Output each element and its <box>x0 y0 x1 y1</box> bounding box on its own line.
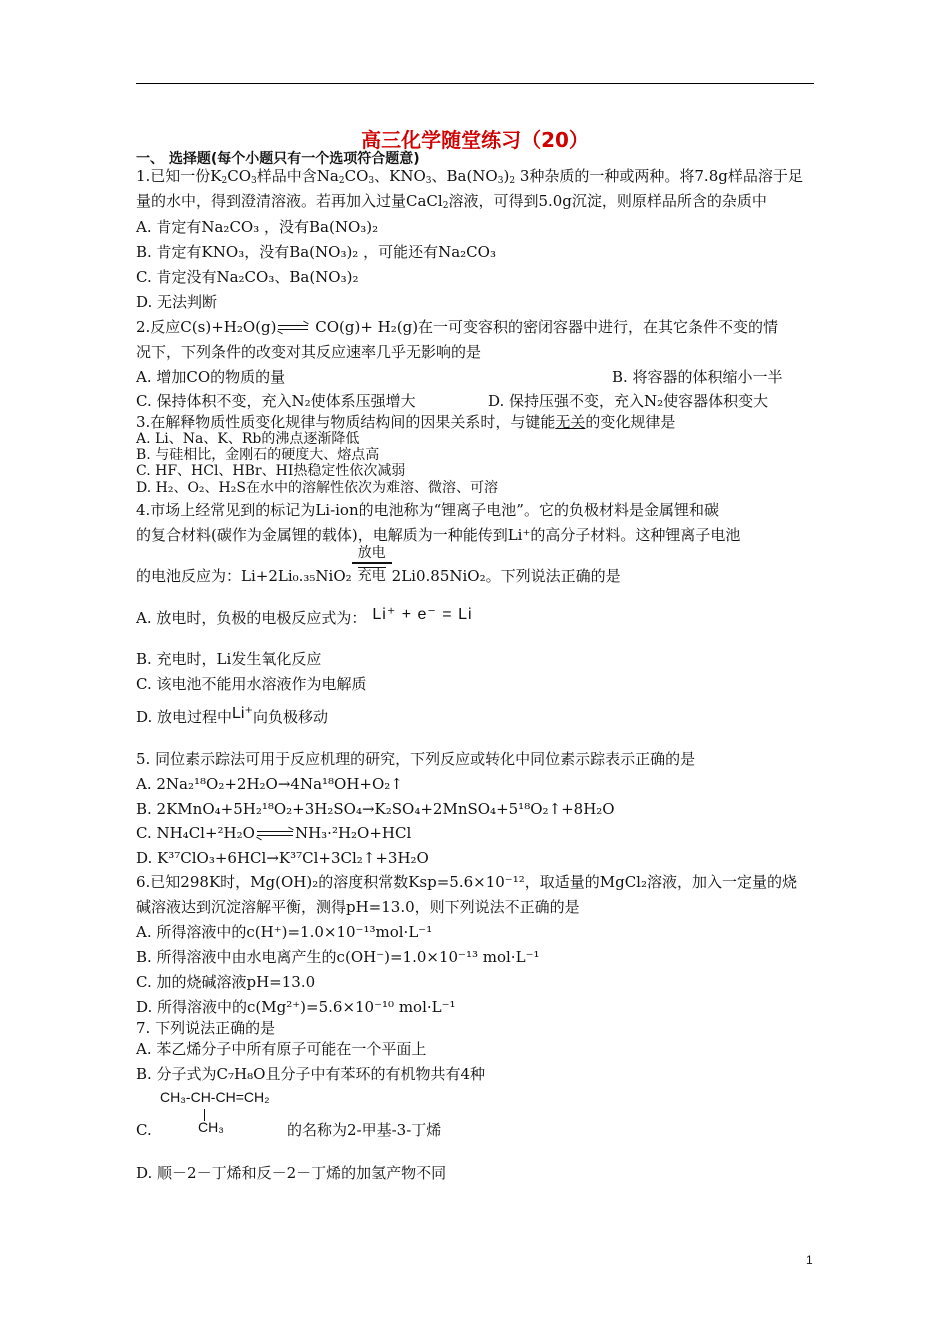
charge-label: 充电 <box>357 568 386 584</box>
q3-stem: 3.在解释物质性质变化规律与物质结构间的因果关系时，与键能无关的变化规律是 <box>136 413 676 431</box>
q6-stem-line2: 碱溶液达到沉淀溶解平衡，测得pH=13.0，则下列说法不正确的是 <box>136 898 580 916</box>
q3-option-a: A. Li、Na、K、Rb的沸点逐渐降低 <box>136 431 360 447</box>
q2-option-c: C. 保持体积不变，充入N₂使体系压强增大 <box>136 392 416 410</box>
lithium-ion-symbol: Li⁺ <box>232 705 253 722</box>
q4-option-d: D. 放电过程中Li⁺向负极移动 <box>136 705 328 726</box>
structure-branch: CH₃ <box>198 1119 224 1135</box>
q4-option-b: B. 充电时，Li发生氧化反应 <box>136 650 322 668</box>
q4-stem-line2: 的复合材料(碳作为金属锂的载体)，电解质为一种能传到Li⁺的高分子材料。这种锂离子电池 <box>136 526 741 544</box>
header-rule <box>136 83 814 84</box>
section-heading: 一、 选择题(每个小题只有一个选项符合题意) <box>136 151 420 167</box>
reaction-condition <box>352 545 392 585</box>
page-title: 高三化学随堂练习（20） <box>361 128 589 152</box>
q4-option-a: A. 放电时，负极的电极反应式为： Li⁺ + e⁻ = Li <box>136 606 473 627</box>
q6-stem-line1: 6.已知298K时，Mg(OH)₂的溶度积常数Ksp=5.6×10⁻¹²，取适量的MgCl₂溶液，加入一定量的烧 <box>136 873 797 891</box>
q6-option-d: D. 所得溶液中的c(Mg²⁺)=5.6×10⁻¹⁰ mol·L⁻¹ <box>136 998 456 1016</box>
q1-option-c: C. 肯定没有Na₂CO₃、Ba(NO₃)₂ <box>136 268 359 286</box>
q7-option-c-label: C. <box>136 1121 152 1139</box>
equilibrium-arrow-icon <box>255 829 295 839</box>
q5-option-a: A. 2Na₂¹⁸O₂+2H₂O→4Na¹⁸OH+O₂↑ <box>136 775 403 793</box>
q1-option-b: B. 肯定有KNO₃，没有Ba(NO₃)₂ ，可能还有Na₂CO₃ <box>136 243 496 261</box>
q1-stem-line1: 1.已知一份$K_2CO_3$样品中含$Na_2CO_3$、$KNO_3$、$Ba(NO_3)_2$ 3种杂质的一种或两种。将7.8g样品溶于足 <box>136 167 803 186</box>
q5-option-c: C. NH₄Cl+²H₂O NH₃·²H₂O+HCl <box>136 824 412 842</box>
discharge-label: 放电 <box>352 544 392 564</box>
q4-option-c: C. 该电池不能用水溶液作为电解质 <box>136 675 367 693</box>
electrode-equation: Li⁺ + e⁻ = Li <box>372 606 473 623</box>
q6-option-b: B. 所得溶液中由水电离产生的c(OH⁻)=1.0×10⁻¹³ mol·L⁻¹ <box>136 948 540 966</box>
structure-main-chain: CH₃-CH-CH=CH₂ <box>160 1089 270 1105</box>
q3-option-c: C. HF、HCl、HBr、HI热稳定性依次减弱 <box>136 463 406 479</box>
q2-option-d: D. 保持压强不变，充入N₂使容器体积变大 <box>488 392 769 410</box>
q2-option-a: A. 增加CO的物质的量 <box>136 368 286 386</box>
q5-stem: 5. 同位素示踪法可用于反应机理的研究，下列反应或转化中同位素示踪表示正确的是 <box>136 750 696 768</box>
q1-stem-line2: 量的水中，得到澄清溶液。若再加入过量CaCl$_2$溶液，可得到5.0g沉淀，则原样品所含的杂质中 <box>136 192 767 211</box>
q6-option-c: C. 加的烧碱溶液pH=13.0 <box>136 973 316 991</box>
q3-option-b: B. 与硅相比，金刚石的硬度大、熔点高 <box>136 447 380 463</box>
structural-formula <box>160 1089 270 1135</box>
q7-option-b: B. 分子式为C₇H₈O且分子中有苯环的有机物共有4种 <box>136 1065 485 1083</box>
q4-stem-line1: 4.市场上经常见到的标记为Li-ion的电池称为“锂离子电池”。它的负极材料是金属锂和碳 <box>136 501 719 519</box>
q5-option-b: B. 2KMnO₄+5H₂¹⁸O₂+3H₂SO₄→K₂SO₄+2MnSO₄+5¹⁸O₂↑+8H₂O <box>136 800 615 818</box>
q7-option-c-text: 的名称为2-甲基-3-丁烯 <box>287 1121 442 1139</box>
q5-option-d: D. K³⁷ClO₃+6HCl→K³⁷Cl+3Cl₂↑+3H₂O <box>136 849 429 867</box>
page-number: 1 <box>806 1253 813 1267</box>
q2-stem-line1: 2.反应C(s)+H₂O(g) CO(g)+ H₂(g)在一可变容积的密闭容器中进行，在其它条件不变的情 <box>136 318 779 336</box>
q2-stem-line2: 况下，下列条件的改变对其反应速率几乎无影响的是 <box>136 343 482 361</box>
equilibrium-arrow-icon <box>276 323 310 333</box>
q7-option-a: A. 苯乙烯分子中所有原子可能在一个平面上 <box>136 1040 427 1058</box>
q7-option-d: D. 顺－2－丁烯和反－2－丁烯的加氢产物不同 <box>136 1164 447 1182</box>
q7-stem: 7. 下列说法正确的是 <box>136 1019 276 1037</box>
q2-option-b: B. 将容器的体积缩小一半 <box>612 368 783 386</box>
q3-option-d: D. H₂、O₂、H₂S在水中的溶解性依次为难溶、微溶、可溶 <box>136 480 498 496</box>
q1-option-a: A. 肯定有Na₂CO₃ ，没有Ba(NO₃)₂ <box>136 218 379 236</box>
q1-option-d: D. 无法判断 <box>136 293 218 311</box>
q4-stem-line3: 的电池反应为：Li+2Li₀.₃₅NiO₂ 放电 充电 2Li0.85NiO₂。下列说法正确的是 <box>136 545 621 585</box>
q6-option-a: A. 所得溶液中的c(H⁺)=1.0×10⁻¹³mol·L⁻¹ <box>136 923 433 941</box>
